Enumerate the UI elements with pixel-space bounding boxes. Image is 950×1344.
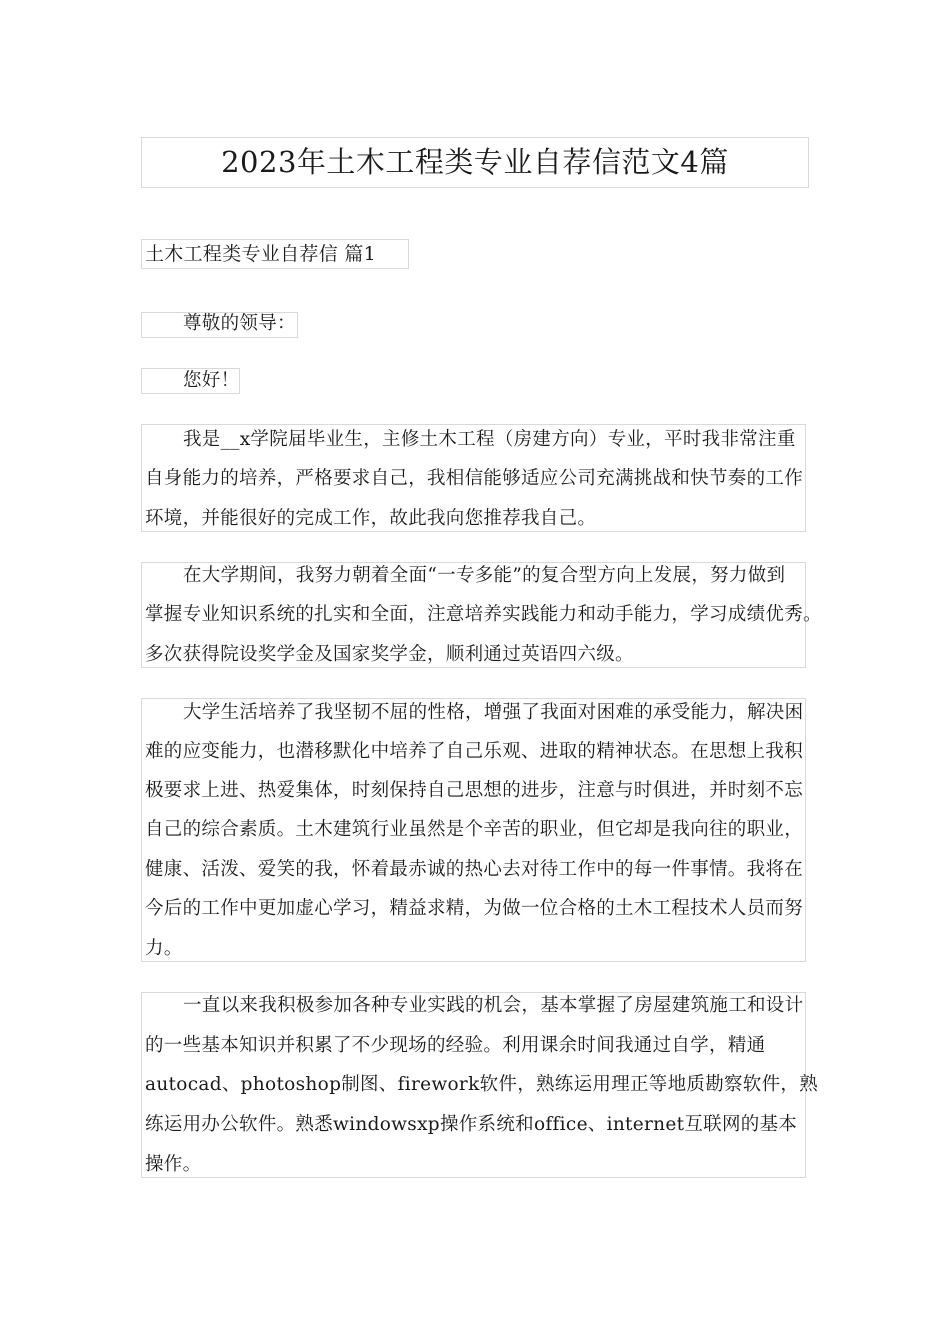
paragraph-line: autocad、photoshop制图、firework软件，熟练运用理正等地质勘察软件，熟 xyxy=(145,1074,818,1095)
paragraph-line: 环境，并能很好的完成工作，故此我向您推荐我自己。 xyxy=(145,508,597,529)
paragraph-line: 力。 xyxy=(145,938,183,959)
paragraph-line: 一直以来我积极参加各种专业实践的机会，基本掌握了房屋建筑施工和设计 xyxy=(183,995,804,1016)
document-title: 2023年土木工程类专业自荐信范文4篇 xyxy=(221,145,729,179)
paragraph-line: 练运用办公软件。熟悉windowsxp操作系统和office、internet互联网的基本 xyxy=(145,1114,798,1135)
paragraph-line: 极要求上进、热爱集体，时刻保持自己思想的进步，注意与时俱进，并时刻不忘 xyxy=(145,780,804,801)
paragraph-line: 健康、活泼、爱笑的我，怀着最赤诚的热心去对待工作中的每一件事情。我将在 xyxy=(145,859,804,880)
paragraph-line: 操作。 xyxy=(145,1154,202,1175)
paragraph-line: 多次获得院设奖学金及国家奖学金，顺利通过英语四六级。 xyxy=(145,644,634,665)
paragraph-line: 大学生活培养了我坚韧不屈的性格，增强了我面对困难的承受能力，解决困 xyxy=(183,702,804,723)
paragraph-line: 我是__x学院届毕业生，主修土木工程（房建方向）专业，平时我非常注重 xyxy=(183,429,796,450)
section-heading: 土木工程类专业自荐信 篇1 xyxy=(145,243,377,265)
paragraph-line: 难的应变能力，也潜移默化中培养了自己乐观、进取的精神状态。在思想上我积 xyxy=(145,741,804,762)
salutation: 尊敬的领导： xyxy=(183,313,296,334)
paragraph-line: 自己的综合素质。土木建筑行业虽然是个辛苦的职业，但它却是我向往的职业， xyxy=(145,819,804,840)
paragraph-line: 今后的工作中更加虚心学习，精益求精，为做一位合格的土木工程技术人员而努 xyxy=(145,898,804,919)
greeting: 您好！ xyxy=(183,370,240,391)
paragraph-line: 自身能力的培养，严格要求自己，我相信能够适应公司充满挑战和快节奏的工作 xyxy=(145,468,804,489)
paragraph-line: 的一些基本知识并积累了不少现场的经验。利用课余时间我通过自学，精通 xyxy=(145,1035,766,1056)
paragraph-line: 掌握专业知识系统的扎实和全面，注意培养实践能力和动手能力，学习成绩优秀。 xyxy=(145,604,822,625)
paragraph-line: 在大学期间，我努力朝着全面“一专多能”的复合型方向上发展，努力做到 xyxy=(183,565,786,586)
